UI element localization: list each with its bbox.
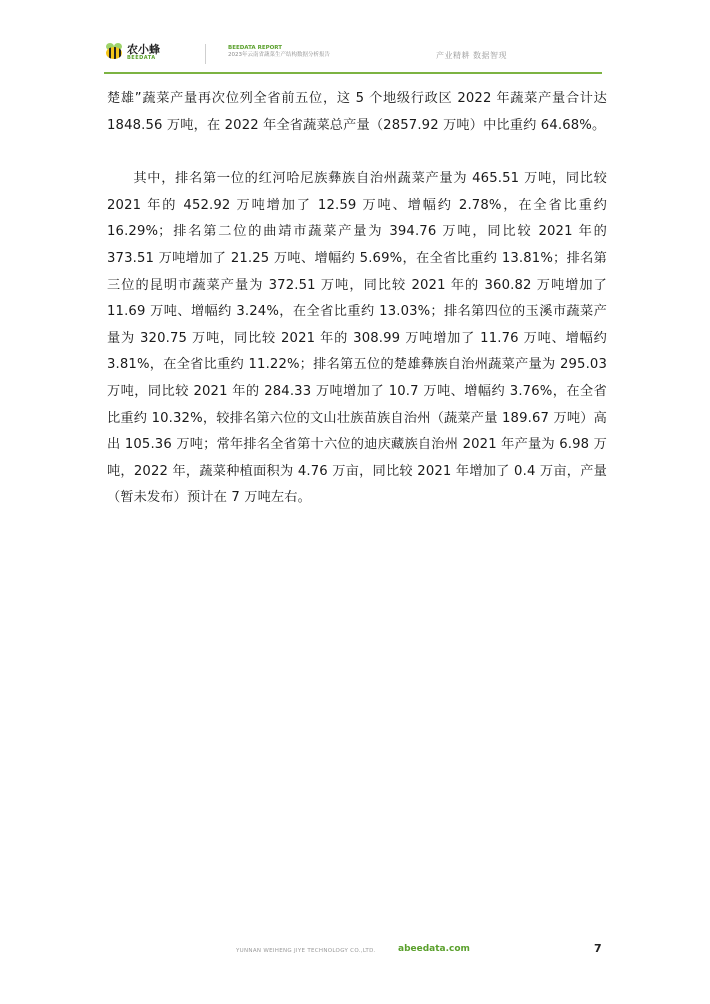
page-header [0, 0, 710, 80]
page-footer [0, 940, 710, 970]
report-title-cn: 2023年云南省蔬菜生产结构数据分析报告 [228, 51, 330, 58]
header-rule [104, 72, 602, 74]
paragraph-region-ranking: 其中，排名第一位的红河哈尼族彝族自治州蔬菜产量为 465.51 万吨，同比较 2021 年的 452.92 万吨增加了 12.59 万吨、增幅约 2.78%，在全省比重约 16.29%；排名第二位的曲靖市蔬菜产量为 394.76 万吨，同比较 2021 年的 373.51 万吨增加了 21.25 万吨、增幅约 5.69%，在全省比重约 13.81%；排名第三位的昆明市蔬菜产量为 372.51 万吨，同比较 2021 年的 360.82 万吨增加了 11.69 万吨、增幅约 3.24%，在全省比重约 13.03%；排名第四位的玉溪市蔬菜产量为 320.75 万吨，同比较 2021 年的 308.99 万吨增加了 11.76 万吨、增幅约 3.81%，在全省比重约 11.22%；排名第五位的楚雄彝族自治州蔬菜产量为 295.03 万吨，同比较 2021 年的 284.33 万吨增加了 10.7 万吨、增幅约 3.76%，在全省比重约 10.32%，较排名第六位的文山壮族苗族自治州（蔬菜产量 189.67 万吨）高出 105.36 万吨；常年排名全省第十六位的迪庆藏族自治州 2021 年产量为 6.98 万吨，2022 年，蔬菜种植面积为 4.76 万亩，同比较 2021 年增加了 0.4 万亩，产量（暂未发布）预计在 7 万吨左右。 [107, 171, 607, 506]
logo-name-en: BEEDATA [127, 54, 156, 61]
paragraph-continuation: 楚雄”蔬菜产量再次位列全省前五位，这 5 个地级行政区 2022 年蔬菜产量合计达 1848.56 万吨，在 2022 年全省蔬菜总产量（2857.92 万吨）中比重约 64.68%。 [107, 91, 607, 133]
page-body [107, 86, 607, 512]
footer-website: abeedata.com [398, 944, 470, 954]
report-title [228, 45, 330, 59]
header-slogan: 产业精耕 数据智现 [436, 51, 508, 60]
report-title-en: BEEDATA REPORT [228, 45, 283, 51]
footer-company: YUNNAN WEIHENG JIYE TECHNOLOGY CO.,LTD. [236, 948, 376, 954]
brand-logo [104, 43, 160, 61]
bee-icon [104, 43, 124, 61]
header-divider [205, 44, 206, 64]
page-number: 7 [594, 942, 602, 955]
logo-name-cn: 农小蜂 [127, 42, 160, 56]
